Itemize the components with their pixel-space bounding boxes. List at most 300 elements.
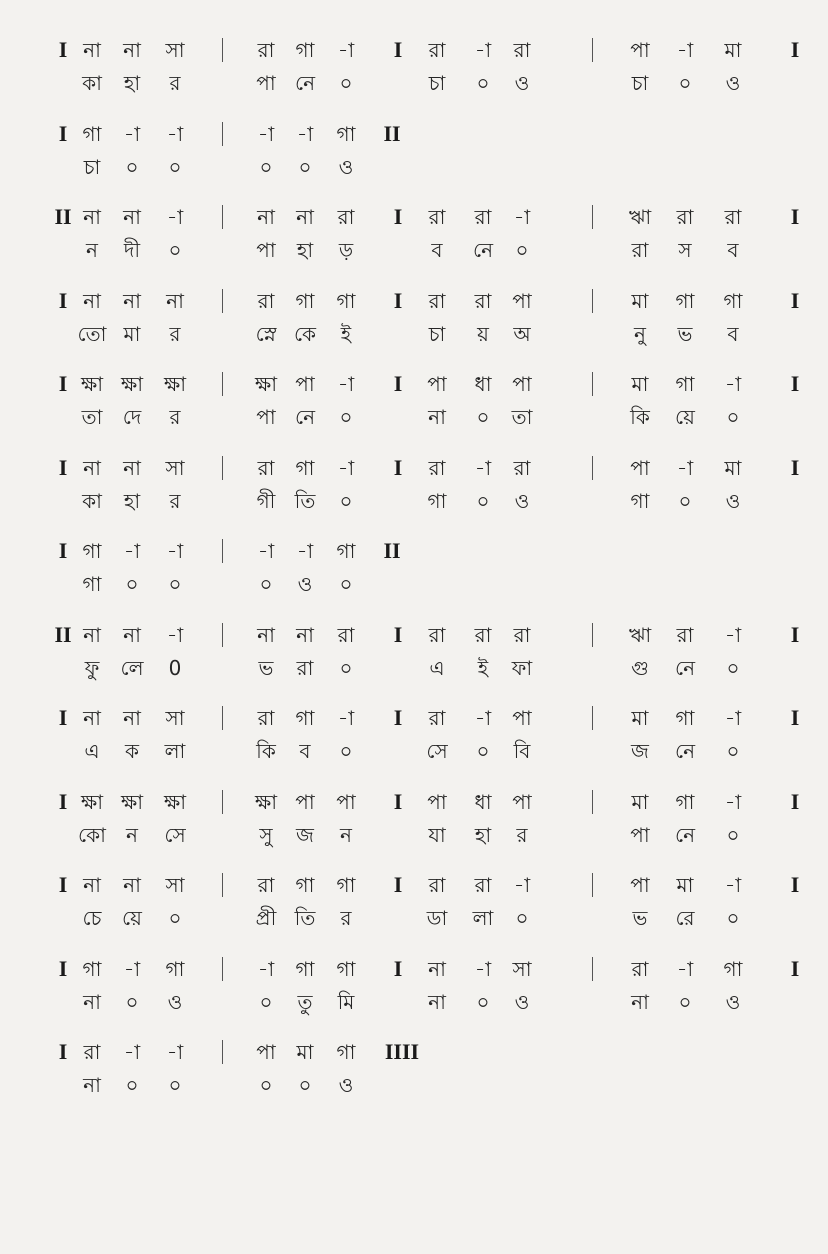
- swara-note: রা: [428, 622, 446, 647]
- swara-note: -া: [337, 38, 355, 62]
- end-marker: I: [790, 37, 800, 62]
- swara-note: মা: [724, 38, 742, 62]
- end-marker: I: [790, 705, 800, 730]
- lyric-syllable: না: [631, 989, 649, 1014]
- swara-note: রা: [474, 622, 492, 647]
- swara-note: না: [83, 455, 101, 480]
- beat-separator: [222, 38, 223, 62]
- lyric-syllable: মি: [337, 989, 355, 1014]
- swara-note: রা: [257, 38, 275, 62]
- swara-line: [0, 199, 828, 235]
- lyric-syllable: ০: [339, 488, 353, 513]
- lyric-syllable: ০: [476, 488, 490, 513]
- start-marker: I: [58, 955, 68, 981]
- swara-note: পা: [512, 372, 532, 396]
- lyric-syllable: ও: [514, 71, 530, 95]
- swara-note: -া: [474, 38, 492, 62]
- lyric-syllable: ০: [515, 238, 529, 262]
- lyric-syllable: ভ: [677, 321, 693, 346]
- swara-note: ক্ষা: [254, 372, 278, 396]
- swara-line: [0, 951, 828, 987]
- swara-note: গা: [295, 873, 315, 897]
- swara-note: গা: [295, 38, 315, 62]
- lyric-syllable: র: [169, 405, 181, 429]
- swara-note: রা: [428, 455, 446, 480]
- lyric-syllable: ন: [86, 238, 98, 262]
- swara-note: -া: [166, 622, 184, 647]
- lyric-syllable: ০: [259, 1073, 273, 1097]
- swara-note: না: [428, 956, 446, 981]
- swara-note: রা: [676, 622, 694, 647]
- lyric-syllable: ০: [476, 739, 490, 763]
- lyric-syllable: প্রী: [255, 906, 277, 930]
- beat-separator: [222, 205, 223, 229]
- swara-note: -া: [166, 205, 184, 229]
- swara-note: না: [296, 205, 314, 229]
- swara-note: রা: [428, 38, 446, 62]
- swara-line: [0, 617, 828, 653]
- lyric-line: [0, 733, 828, 769]
- beat-separator: [222, 957, 223, 981]
- lyric-syllable: নে: [294, 405, 316, 429]
- lyric-syllable: ০: [259, 154, 273, 179]
- bar-marker: I: [393, 955, 403, 981]
- start-marker: I: [58, 37, 68, 62]
- lyric-syllable: এ: [429, 655, 445, 680]
- lyric-syllable: ও: [338, 1073, 354, 1097]
- end-marker: II: [383, 120, 401, 146]
- beat-separator: [592, 38, 593, 62]
- beat-separator: [592, 873, 593, 897]
- lyric-syllable: ০: [339, 71, 353, 95]
- lyric-syllable: নে: [674, 739, 696, 763]
- swara-note: ক্ষা: [163, 789, 187, 814]
- lyric-syllable: তু: [297, 989, 313, 1014]
- beat-separator: [222, 372, 223, 396]
- swara-note: সা: [165, 38, 185, 62]
- lyric-syllable: ব: [431, 238, 443, 262]
- swara-line: [0, 450, 828, 486]
- lyric-line: [0, 900, 828, 936]
- swara-note: গা: [336, 288, 356, 313]
- swara-line: [0, 533, 828, 569]
- lyric-syllable: ০: [125, 1073, 139, 1097]
- lyric-syllable: দী: [123, 238, 141, 262]
- lyric-syllable: চা: [428, 71, 446, 95]
- swara-line: [0, 867, 828, 903]
- swara-note: সা: [165, 455, 185, 480]
- swara-note: রা: [474, 205, 492, 229]
- start-marker: I: [58, 872, 68, 897]
- lyric-line: [0, 566, 828, 602]
- lyric-line: [0, 316, 828, 352]
- lyric-syllable: রা: [296, 655, 314, 680]
- swara-note: গা: [295, 706, 315, 730]
- swara-note: ধা: [474, 789, 492, 814]
- swara-note: পা: [295, 789, 315, 814]
- lyric-syllable: পা: [256, 71, 276, 95]
- lyric-syllable: ন: [340, 822, 352, 847]
- beat-separator: [222, 289, 223, 313]
- swara-note: -া: [166, 539, 184, 563]
- lyric-syllable: পা: [256, 238, 276, 262]
- swara-note: -া: [166, 121, 184, 146]
- swara-note: -া: [474, 956, 492, 981]
- beat-separator: [592, 372, 593, 396]
- swara-note: মা: [631, 288, 649, 313]
- lyric-syllable: ক: [125, 739, 139, 763]
- end-marker: I: [790, 454, 800, 480]
- lyric-syllable: ব: [299, 739, 311, 763]
- bar-marker: I: [393, 872, 403, 897]
- lyric-syllable: ০: [339, 405, 353, 429]
- end-marker: I: [790, 872, 800, 897]
- lyric-syllable: ০: [125, 572, 139, 596]
- lyric-syllable: ০: [125, 154, 139, 179]
- swara-note: গা: [336, 121, 356, 146]
- lyric-syllable: ই: [477, 655, 489, 680]
- lyric-syllable: ০: [726, 655, 740, 680]
- lyric-syllable: চে: [82, 906, 102, 930]
- swara-note: গা: [82, 539, 102, 563]
- swara-note: -া: [123, 1040, 141, 1064]
- lyric-syllable: ও: [725, 488, 741, 513]
- start-marker: II: [54, 621, 72, 647]
- swara-note: -া: [123, 956, 141, 981]
- end-marker: II: [383, 538, 401, 563]
- swara-note: -া: [296, 539, 314, 563]
- lyric-syllable: ০: [259, 572, 273, 596]
- start-marker: I: [58, 538, 68, 563]
- lyric-syllable: পা: [630, 822, 650, 847]
- lyric-syllable: দে: [122, 405, 142, 429]
- lyric-line: [0, 984, 828, 1020]
- swara-note: রা: [631, 956, 649, 981]
- swara-note: গা: [82, 956, 102, 981]
- swara-note: গা: [336, 873, 356, 897]
- swara-note: -া: [337, 372, 355, 396]
- lyric-line: [0, 650, 828, 686]
- swara-note: পা: [630, 873, 650, 897]
- swara-note: না: [257, 622, 275, 647]
- swara-note: -া: [724, 706, 742, 730]
- lyric-syllable: কো: [78, 822, 106, 847]
- end-marker: I: [790, 621, 800, 647]
- lyric-syllable: তি: [294, 488, 316, 513]
- swara-note: -া: [257, 956, 275, 981]
- lyric-line: [0, 149, 828, 185]
- lyric-line: [0, 232, 828, 268]
- beat-separator: [592, 790, 593, 814]
- swara-note: না: [83, 205, 101, 229]
- swara-note: না: [123, 38, 141, 62]
- lyric-syllable: না: [83, 1073, 101, 1097]
- start-marker: I: [58, 705, 68, 730]
- swara-note: না: [83, 38, 101, 62]
- lyric-syllable: য়ে: [122, 906, 142, 930]
- swara-note: রা: [337, 622, 355, 647]
- swara-note: -া: [337, 706, 355, 730]
- lyric-syllable: ও: [167, 989, 183, 1014]
- swara-note: পা: [512, 288, 532, 313]
- swara-note: -া: [257, 539, 275, 563]
- swara-note: মা: [631, 706, 649, 730]
- lyric-syllable: ও: [514, 989, 530, 1014]
- swara-note: পা: [512, 789, 532, 814]
- start-marker: I: [58, 371, 68, 396]
- swara-note: রা: [257, 873, 275, 897]
- lyric-syllable: মা: [123, 321, 141, 346]
- swara-note: না: [123, 873, 141, 897]
- lyric-syllable: কি: [630, 405, 650, 429]
- beat-separator: [222, 706, 223, 730]
- swara-note: -া: [337, 455, 355, 480]
- swara-note: না: [123, 622, 141, 647]
- lyric-syllable: হা: [474, 822, 492, 847]
- swara-note: না: [123, 288, 141, 313]
- lyric-line: [0, 65, 828, 101]
- swara-note: ক্ষা: [163, 372, 187, 396]
- swara-note: গা: [675, 288, 695, 313]
- lyric-syllable: ডা: [426, 906, 448, 930]
- lyric-line: [0, 483, 828, 519]
- beat-separator: [222, 122, 223, 146]
- swara-note: -া: [513, 873, 531, 897]
- swara-note: রা: [428, 205, 446, 229]
- swara-note: ক্ষা: [80, 789, 104, 814]
- lyric-syllable: চা: [631, 71, 649, 95]
- lyric-syllable: গা: [427, 488, 447, 513]
- lyric-syllable: র: [169, 488, 181, 513]
- lyric-syllable: ০: [515, 906, 529, 930]
- lyric-syllable: ০: [476, 71, 490, 95]
- lyric-syllable: ০: [298, 1073, 312, 1097]
- lyric-syllable: ০: [339, 572, 353, 596]
- lyric-syllable: স্নে: [255, 321, 277, 346]
- lyric-syllable: নে: [674, 822, 696, 847]
- swara-note: মা: [631, 372, 649, 396]
- swara-note: গা: [82, 121, 102, 146]
- swara-line: [0, 700, 828, 736]
- swara-note: মা: [676, 873, 694, 897]
- swara-note: না: [166, 288, 184, 313]
- swara-note: -া: [474, 706, 492, 730]
- lyric-syllable: ০: [168, 906, 182, 930]
- swara-note: -া: [296, 121, 314, 146]
- swara-note: গা: [675, 706, 695, 730]
- beat-separator: [222, 539, 223, 563]
- lyric-syllable: য়: [477, 321, 489, 346]
- lyric-syllable: ও: [725, 71, 741, 95]
- swara-note: পা: [256, 1040, 276, 1064]
- lyric-syllable: কা: [82, 488, 102, 513]
- lyric-syllable: ও: [725, 989, 741, 1014]
- bar-marker: I: [393, 705, 403, 730]
- start-marker: I: [58, 120, 68, 146]
- swara-note: পা: [427, 789, 447, 814]
- swara-note: -া: [123, 539, 141, 563]
- lyric-syllable: ০: [476, 989, 490, 1014]
- lyric-syllable: ০: [726, 906, 740, 930]
- lyric-syllable: হা: [123, 488, 141, 513]
- end-marker: I: [790, 204, 800, 229]
- swara-note: না: [123, 205, 141, 229]
- lyric-syllable: ০: [476, 405, 490, 429]
- lyric-syllable: সে: [164, 822, 186, 847]
- lyric-syllable: র: [516, 822, 528, 847]
- lyric-syllable: ন: [126, 822, 138, 847]
- lyric-syllable: রে: [675, 906, 695, 930]
- end-marker: I: [790, 955, 800, 981]
- swara-note: মা: [724, 455, 742, 480]
- lyric-syllable: ০: [168, 572, 182, 596]
- lyric-syllable: চা: [83, 154, 101, 179]
- swara-note: রা: [676, 205, 694, 229]
- lyric-syllable: কি: [256, 739, 276, 763]
- lyric-syllable: ০: [339, 655, 353, 680]
- beat-separator: [592, 289, 593, 313]
- lyric-syllable: পা: [256, 405, 276, 429]
- start-marker: II: [54, 204, 72, 229]
- swara-note: না: [123, 455, 141, 480]
- swara-line: [0, 1034, 828, 1070]
- swara-note: রা: [83, 1040, 101, 1064]
- lyric-syllable: ০: [726, 739, 740, 763]
- swara-note: না: [83, 288, 101, 313]
- beat-separator: [592, 623, 593, 647]
- swara-note: ঋা: [628, 622, 652, 647]
- lyric-syllable: জ: [296, 822, 314, 847]
- bar-marker: I: [393, 37, 403, 62]
- swara-note: রা: [474, 873, 492, 897]
- lyric-syllable: ০: [125, 989, 139, 1014]
- lyric-syllable: লা: [164, 739, 186, 763]
- lyric-syllable: লে: [120, 655, 144, 680]
- swara-note: -া: [676, 455, 694, 480]
- lyric-syllable: সে: [426, 739, 448, 763]
- lyric-syllable: ০: [168, 154, 182, 179]
- swara-note: রা: [257, 706, 275, 730]
- swara-note: গা: [165, 956, 185, 981]
- lyric-syllable: ও: [297, 572, 313, 596]
- lyric-syllable: ০: [168, 1073, 182, 1097]
- lyric-syllable: র: [169, 71, 181, 95]
- lyric-syllable: ব: [727, 321, 739, 346]
- lyric-syllable: ফু: [84, 655, 100, 680]
- beat-separator: [222, 456, 223, 480]
- lyric-syllable: তি: [294, 906, 316, 930]
- swara-line: [0, 784, 828, 820]
- lyric-syllable: ব: [727, 238, 739, 262]
- swara-note: না: [123, 706, 141, 730]
- swara-note: ক্ষা: [80, 372, 104, 396]
- bar-marker: I: [393, 371, 403, 396]
- swara-note: রা: [428, 706, 446, 730]
- lyric-syllable: র: [340, 906, 352, 930]
- start-marker: I: [58, 1039, 68, 1064]
- swara-note: ক্ষা: [120, 372, 144, 396]
- lyric-syllable: গা: [82, 572, 102, 596]
- lyric-syllable: গী: [256, 488, 276, 513]
- swara-line: [0, 32, 828, 68]
- swara-note: রা: [474, 288, 492, 313]
- lyric-syllable: ০: [259, 989, 273, 1014]
- swara-note: ক্ষা: [254, 789, 278, 814]
- lyric-line: [0, 399, 828, 435]
- lyric-syllable: ০: [678, 989, 692, 1014]
- swara-note: পা: [336, 789, 356, 814]
- swara-note: মা: [631, 789, 649, 814]
- lyric-syllable: লা: [472, 906, 494, 930]
- swara-note: -া: [513, 205, 531, 229]
- swara-note: মা: [296, 1040, 314, 1064]
- lyric-syllable: ও: [338, 154, 354, 179]
- lyric-syllable: এ: [84, 739, 100, 763]
- swara-note: পা: [630, 38, 650, 62]
- swara-note: ধা: [474, 372, 492, 396]
- lyric-syllable: সু: [259, 822, 273, 847]
- end-marker: I: [790, 287, 800, 313]
- swara-note: না: [83, 622, 101, 647]
- swara-note: -া: [724, 873, 742, 897]
- swara-note: সা: [165, 706, 185, 730]
- swara-note: রা: [513, 455, 531, 480]
- swara-note: পা: [427, 372, 447, 396]
- end-marker: I: [790, 788, 800, 814]
- lyric-syllable: গা: [630, 488, 650, 513]
- lyric-syllable: না: [428, 989, 446, 1014]
- lyric-syllable: ০: [678, 488, 692, 513]
- start-marker: I: [58, 287, 68, 313]
- lyric-syllable: নে: [294, 71, 316, 95]
- swara-note: গা: [723, 956, 743, 981]
- beat-separator: [222, 790, 223, 814]
- start-marker: I: [58, 788, 68, 814]
- swara-note: সা: [165, 873, 185, 897]
- beat-separator: [592, 957, 593, 981]
- swara-note: রা: [257, 455, 275, 480]
- lyric-syllable: যা: [428, 822, 446, 847]
- beat-separator: [222, 623, 223, 647]
- swara-note: গা: [336, 956, 356, 981]
- beat-separator: [222, 1040, 223, 1064]
- swara-note: রা: [337, 205, 355, 229]
- lyric-syllable: ০: [168, 238, 182, 262]
- swara-note: গা: [723, 288, 743, 313]
- swara-note: গা: [295, 455, 315, 480]
- start-marker: I: [58, 454, 68, 480]
- lyric-syllable: ই: [340, 321, 352, 346]
- swara-note: -া: [474, 455, 492, 480]
- swara-line: [0, 366, 828, 402]
- swara-note: -া: [166, 1040, 184, 1064]
- swara-note: রা: [513, 622, 531, 647]
- lyric-syllable: কা: [82, 71, 102, 95]
- lyric-syllable: রা: [631, 238, 649, 262]
- swara-note: গা: [336, 539, 356, 563]
- swara-note: গা: [295, 956, 315, 981]
- lyric-syllable: কে: [293, 321, 317, 346]
- lyric-syllable: ফা: [511, 655, 533, 680]
- swara-note: ক্ষা: [120, 789, 144, 814]
- lyric-syllable: না: [83, 989, 101, 1014]
- swara-note: -া: [724, 789, 742, 814]
- lyric-syllable: অ: [513, 321, 531, 346]
- lyric-syllable: হা: [296, 238, 314, 262]
- end-marker: I: [790, 371, 800, 396]
- swara-note: গা: [336, 1040, 356, 1064]
- lyric-syllable: তা: [81, 405, 103, 429]
